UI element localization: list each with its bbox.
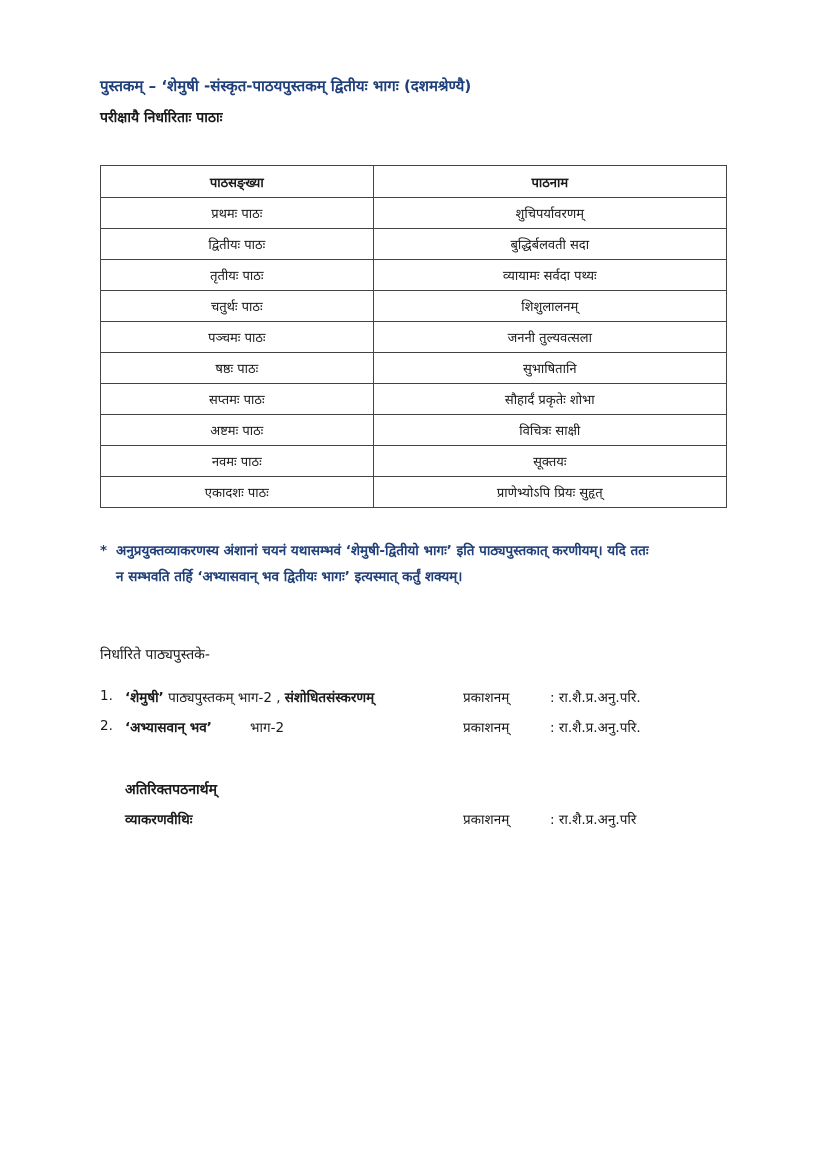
book-part: भाग-2 [250,720,285,736]
lesson-number-cell: तृतीयः पाठः [101,260,374,291]
note-text-1: अनुप्रयुक्तव्याकरणस्य अंशानां चयनं यथासम्भवं ‘शेमुषी-द्वितीयो भागः’ इति पाठ्यपुस्तकात् करणीयम्। यदि ततः [116,543,649,559]
lesson-number-cell: प्रथमः पाठः [101,198,374,229]
table-row [101,384,727,415]
table-row [101,260,727,291]
lesson-name-cell: व्यायामः सर्वदा पथ्यः [373,260,726,291]
document-title: पुस्तकम् – ‘शेमुषी -संस्कृत-पाठयपुस्तकम् द्वितीयः भागः (दशमश्रेण्यै) [100,77,472,95]
book-title-bold: ‘शेमुषी’ [125,690,164,706]
lesson-number-cell: द्वितीयः पाठः [101,229,374,260]
lesson-name-cell: प्राणेभ्योऽपि प्रियः सुहृत् [373,477,726,508]
publisher-value: : रा.शै.प्र.अनु.परि. [550,720,641,736]
additional-reading-heading: अतिरिक्तपठनार्थम् [125,782,217,798]
table-row [101,229,727,260]
lesson-name-cell: जननी तुल्यवत्सला [373,322,726,353]
book-title [125,688,374,706]
lesson-number-cell: सप्तमः पाठः [101,384,374,415]
book-item [100,688,700,710]
publisher-value: : रा.शै.प्र.अनु.परि. [550,690,641,706]
lesson-name-cell: सूक्तयः [373,446,726,477]
book-item [100,718,700,740]
table-row [101,415,727,446]
lesson-number-cell: पञ्चमः पाठः [101,322,374,353]
publisher-label: प्रकाशनम् [463,720,510,736]
additional-book-title: व्याकरणवीथिः [125,812,193,828]
column-header-lesson-number: पाठसङ्ख्या [101,166,374,198]
grammar-note [100,538,740,590]
lesson-name-cell: सौहार्दं प्रकृतेः शोभा [373,384,726,415]
publisher-value: : रा.शै.प्र.अनु.परि [550,812,637,828]
publisher-label: प्रकाशनम् [463,812,510,828]
book-title-rest: पाठ्यपुस्तकम् भाग-2 , [163,690,285,706]
lesson-name-cell: शुचिपर्यावरणम् [373,198,726,229]
table-row [101,291,727,322]
lessons-table [100,165,727,508]
lesson-name-cell: बुद्धिर्बलवती सदा [373,229,726,260]
lesson-number-cell: अष्टमः पाठः [101,415,374,446]
additional-book-item [125,810,725,832]
document-subtitle: परीक्षायै निर्धारिताः पाठाः [100,110,223,126]
table-header-row [101,166,727,198]
table-row [101,446,727,477]
table-row [101,322,727,353]
book-edition: संशोधितसंस्करणम् [284,690,375,706]
lesson-name-cell: शिशुलालनम् [373,291,726,322]
lesson-number-cell: नवमः पाठः [101,446,374,477]
table-row [101,477,727,508]
lesson-number-cell: चतुर्थः पाठः [101,291,374,322]
table-row [101,198,727,229]
asterisk-marker: * [100,543,108,559]
lesson-number-cell: षष्ठः पाठः [101,353,374,384]
lesson-number-cell: एकादशः पाठः [101,477,374,508]
book-number: 1. [100,688,113,704]
book-title [125,718,212,736]
note-line-1 [100,538,740,564]
book-title-bold: ‘अभ्यासवान् भव’ [125,720,212,736]
table-row [101,353,727,384]
column-header-lesson-name: पाठनाम [373,166,726,198]
prescribed-books-heading: निर्धारिते पाठ्यपुस्तके- [100,647,210,663]
lesson-name-cell: विचित्रः साक्षी [373,415,726,446]
book-number: 2. [100,718,113,734]
note-text-2: न सम्भवति तर्हि ‘अभ्यासवान् भव द्वितीयः भागः’ इत्यस्मात् कर्तुं शक्यम्। [116,569,463,585]
publisher-label: प्रकाशनम् [463,690,510,706]
lesson-name-cell: सुभाषितानि [373,353,726,384]
